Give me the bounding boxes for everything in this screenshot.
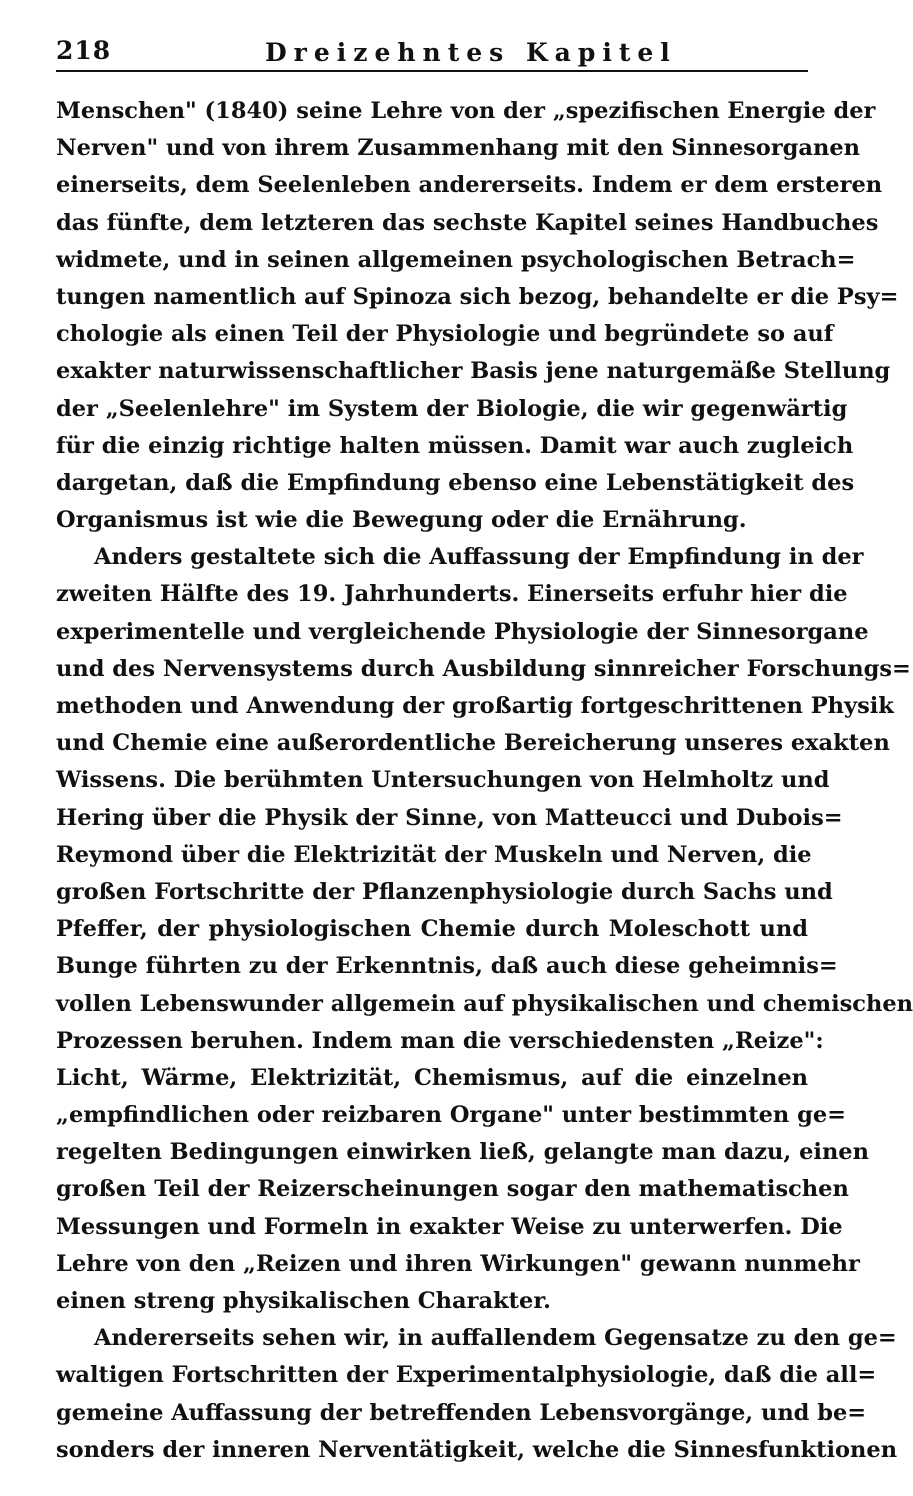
text-line: waltigen Fortschritten der Experimentalphysiologie, daß die all= (56, 1362, 877, 1389)
text-line: und Chemie eine außerordentliche Bereicherung unseres exakten (56, 730, 890, 757)
running-head: Dreizehntes Kapitel (265, 38, 677, 67)
text-line: regelten Bedingungen einwirken ließ, gelangte man dazu, einen (56, 1139, 869, 1166)
text-line: methoden und Anwendung der großartig fortgeschrittenen Physik (56, 693, 894, 719)
text-line: Hering über die Physik der Sinne, von Matteucci und Dubois= (56, 804, 843, 831)
text-line: Pfeffer, der physiologischen Chemie durch Moleschott und (56, 916, 808, 943)
text-line: Bunge führten zu der Erkenntnis, daß auch diese geheimnis= (56, 953, 838, 980)
text-line: für die einzig richtige halten müssen. Damit war auch zugleich (56, 432, 854, 459)
paragraph (56, 93, 899, 539)
text-line: experimentelle und vergleichende Physiologie der Sinnesorgane (56, 618, 869, 645)
text-line: gemeine Auffassung der betreffenden Lebensvorgänge, und be= (56, 1399, 867, 1426)
text-line: einerseits, dem Seelenleben andererseits. Indem er dem ersteren (56, 172, 883, 199)
text-line: Menschen" (1840) seine Lehre von der „spezifischen Energie der (56, 98, 876, 124)
text-line: „empfindlichen oder reizbaren Organe" unter bestimmten ge= (56, 1102, 846, 1129)
text-line: Andererseits sehen wir, in auffallendem Gegensatze zu den ge= (94, 1325, 897, 1352)
text-line: exakter naturwissenschaftlicher Basis jene naturgemäße Stellung (56, 358, 891, 385)
body-text (56, 93, 913, 1469)
text-line: Messungen und Formeln in exakter Weise zu unterwerfen. Die (56, 1213, 843, 1240)
text-line: dargetan, daß die Empfindung ebenso eine Lebenstätigkeit des (56, 469, 855, 496)
paragraph (56, 1320, 898, 1469)
text-line: Reymond über die Elektrizität der Muskeln und Nerven, die (56, 841, 812, 868)
text-line: einen streng physikalischen Charakter. (56, 1288, 551, 1314)
text-line: Prozessen beruhen. Indem man die verschiedensten „Reize": (56, 1027, 824, 1054)
text-line: und des Nervensystems durch Ausbildung sinnreicher Forschungs= (56, 655, 911, 682)
text-line: großen Fortschritte der Pflanzenphysiologie durch Sachs und (56, 878, 833, 905)
page-header (40, 30, 808, 70)
text-line: sonders der inneren Nerventätigkeit, welche die Sinnesfunktionen (56, 1436, 898, 1463)
text-line: Anders gestaltete sich die Auffassung der Empfindung in der (94, 544, 864, 571)
text-line: Wissens. Die berühmten Untersuchungen von Helmholtz und (56, 767, 830, 794)
text-line: großen Teil der Reizerscheinungen sogar den mathematischen (56, 1176, 849, 1203)
header-rule (56, 70, 808, 72)
text-line: das fünfte, dem letzteren das sechste Kapitel seines Handbuches (56, 209, 879, 236)
text-line: Nerven" und von ihrem Zusammenhang mit den Sinnesorganen (56, 135, 861, 162)
text-line: chologie als einen Teil der Physiologie und begründete so auf (56, 321, 834, 348)
text-line: zweiten Hälfte des 19. Jahrhunderts. Einerseits erfuhr hier die (56, 581, 848, 608)
text-line: der „Seelenlehre" im System der Biologie, die wir gegenwärtig (56, 395, 848, 422)
paragraph (56, 539, 913, 1320)
page-number: 218 (56, 36, 112, 65)
text-line: tungen namentlich auf Spinoza sich bezog, behandelte er die Psy= (56, 283, 899, 310)
text-line: widmete, und in seinen allgemeinen psychologischen Betrach= (56, 246, 856, 273)
text-line: Licht, Wärme, Elektrizität, Chemismus, auf die einzelnen (56, 1064, 808, 1091)
text-line: vollen Lebenswunder allgemein auf physikalischen und chemischen (56, 990, 913, 1017)
text-line: Lehre von den „Reizen und ihren Wirkungen" gewann nunmehr (56, 1250, 860, 1277)
text-line: Organismus ist wie die Bewegung oder die Ernährung. (56, 507, 747, 534)
